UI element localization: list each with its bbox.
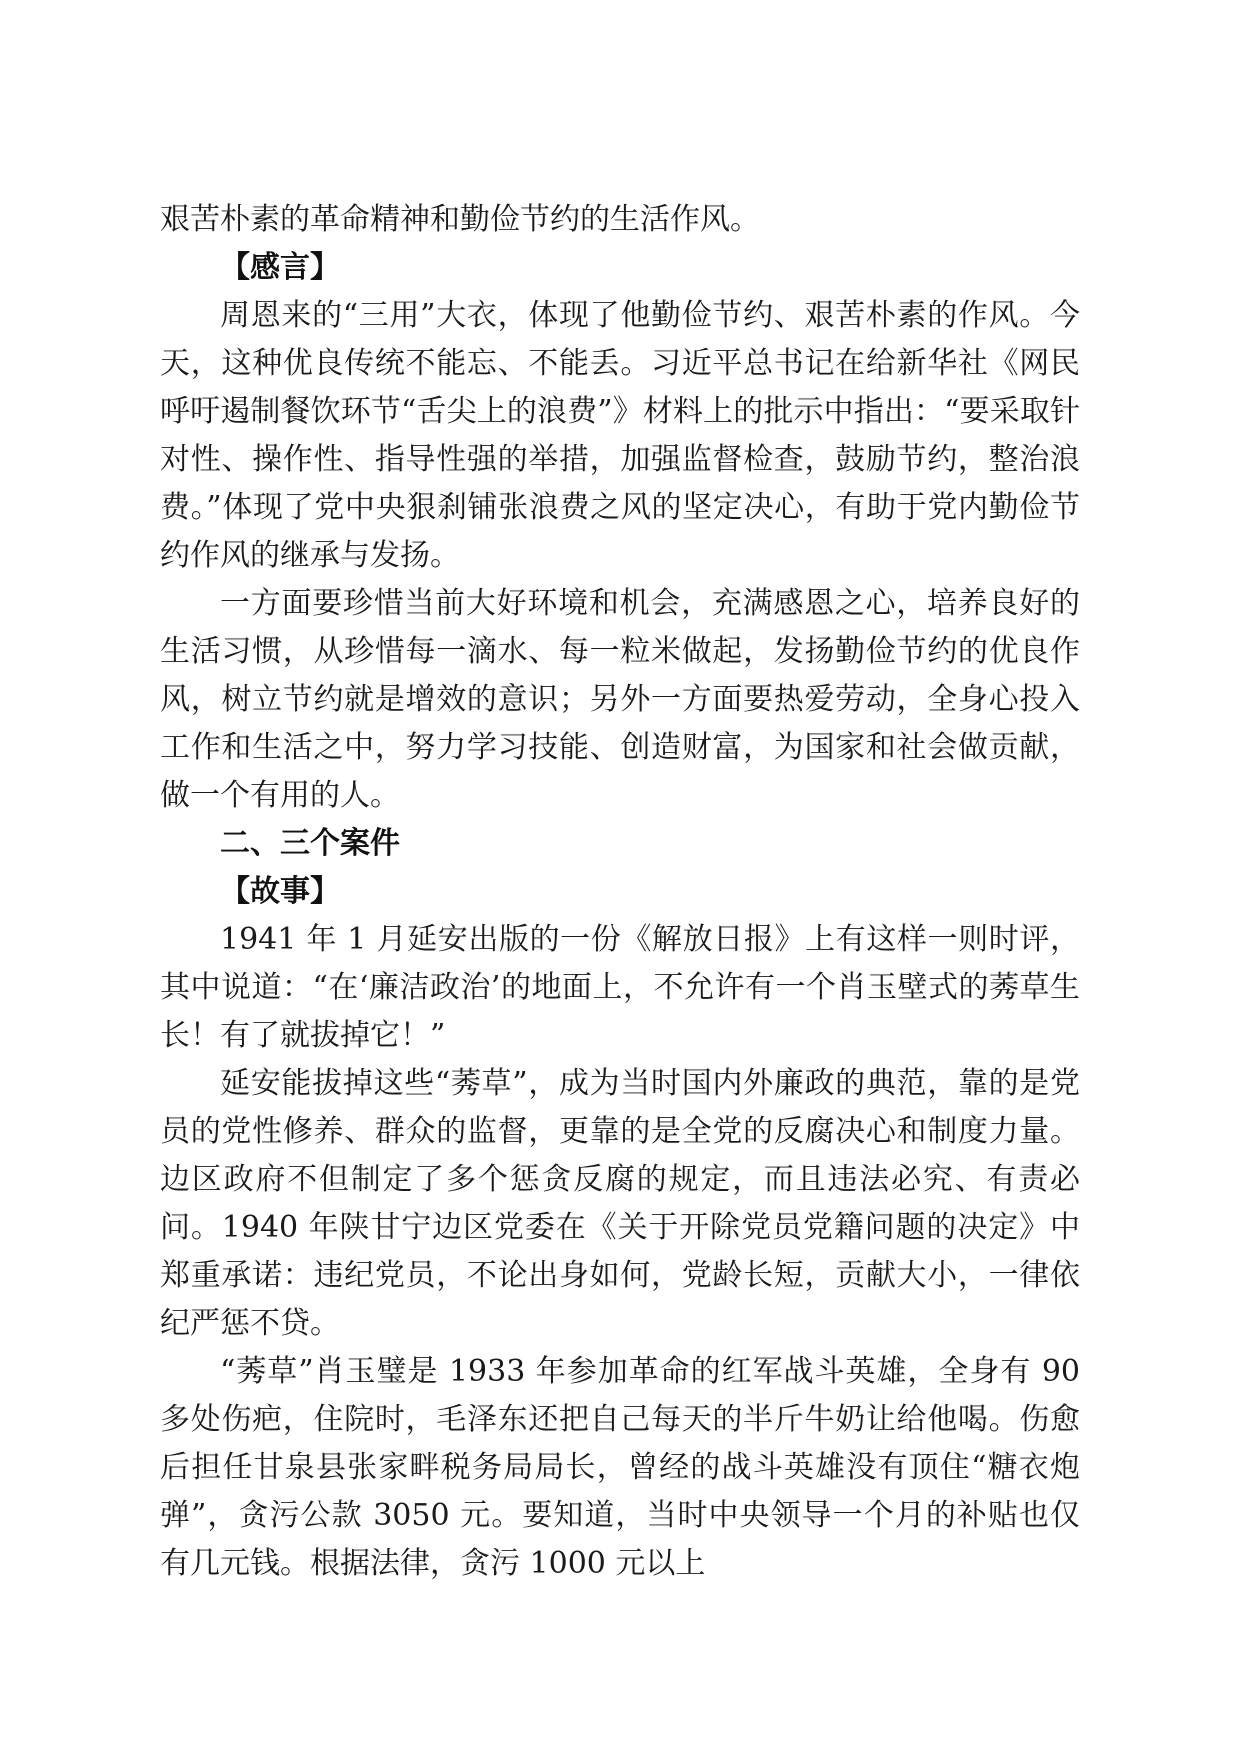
paragraph-ganyan-1: 周恩来的“三用”大衣，体现了他勤俭节约、艰苦朴素的作风。今天，这种优良传统不能忘、不能丢。习近平总书记在给新华社《网民呼吁遏制餐饮环节“舌尖上的浪费”》材料上的批示中指出：“要采取针对性、操作性、指导性强的举措，加强监督检查，鼓励节约，整治浪费。”体现了党中央狠刹铺张浪费之风的坚定决心，有助于党内勤俭节约作风的继承与发扬。 <box>160 298 1080 573</box>
paragraph-story-2: 延安能拔掉这些“莠草”，成为当时国内外廉政的典范，靠的是党员的党性修养、群众的监督，更靠的是全党的反腐决心和制度力量。边区政府不但制定了多个惩贪反腐的规定，而且违法必究、有责必问。1940 年陕甘宁边区党委在《关于开除党员党籍问题的决定》中郑重承诺：违纪党员，不论出身如何，党龄长短，贡献大小，一律依纪严惩不贷。 <box>160 1066 1080 1341</box>
paragraph-continuation: 艰苦朴素的革命精神和勤俭节约的生活作风。 <box>160 202 760 237</box>
paragraph-story-1: 1941 年 1 月延安出版的一份《解放日报》上有这样一则时评，其中说道：“在‘廉洁政治’的地面上，不允许有一个肖玉壁式的莠草生长！有了就拔掉它！” <box>160 922 1080 1053</box>
paragraph-ganyan-2: 一方面要珍惜当前大好环境和机会，充满感恩之心，培养良好的生活习惯，从珍惜每一滴水、每一粒米做起，发扬勤俭节约的优良作风，树立节约就是增效的意识；另外一方面要热爱劳动，全身心投入工作和生活之中，努力学习技能、创造财富，为国家和社会做贡献，做一个有用的人。 <box>160 586 1080 813</box>
heading-ganyan: 【感言】 <box>220 250 340 285</box>
section-heading-three-cases: 二、三个案件 <box>220 826 400 861</box>
paragraph-story-3: “莠草”肖玉璧是 1933 年参加革命的红军战斗英雄，全身有 90 多处伤疤，住院时，毛泽东还把自己每天的半斤牛奶让给他喝。伤愈后担任甘泉县张家畔税务局局长，曾经的战斗英雄没有顶住“糖衣炮弹”，贪污公款 3050 元。要知道，当时中央领导一个月的补贴也仅有几元钱。根据法律，贪污 1000 元以上 <box>160 1354 1080 1581</box>
document-page <box>160 196 1080 1588</box>
heading-gushi: 【故事】 <box>220 874 340 909</box>
